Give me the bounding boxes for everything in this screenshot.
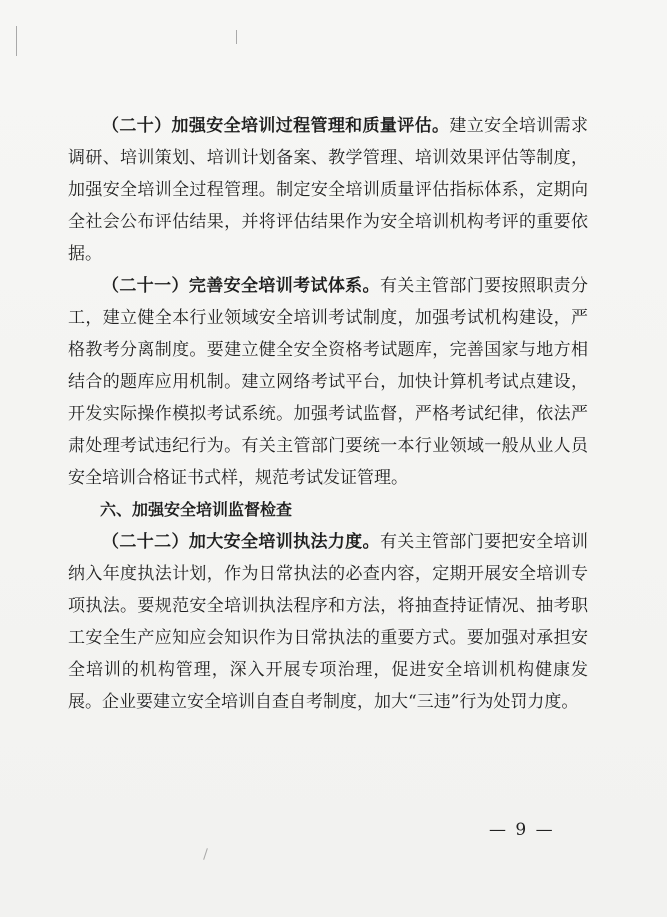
scan-mark (203, 848, 208, 860)
paragraph-21 (68, 270, 588, 494)
page-number: — 9 — (489, 820, 555, 840)
scan-mark (236, 30, 237, 44)
paragraph-22 (68, 526, 588, 718)
paragraph-lead: （二十一）完善安全培训考试体系。 (102, 276, 380, 296)
paragraph-text: 建立安全培训需求调研、培训策划、培训计划备案、教学管理、培训效果评估等制度，加强安全培训全过程管理。制定安全培训质量评估指标体系，定期向全社会公布评估结果，并将评估结果作为安全培训机构考评的重要依据。 (68, 116, 589, 264)
document-body (68, 110, 588, 718)
section-heading: 六、加强安全培训监督检查 (100, 500, 293, 519)
paragraph-lead: （二十）加强安全培训过程管理和质量评估。 (102, 116, 450, 136)
scan-mark (16, 26, 17, 56)
paragraph-lead: （二十二）加大安全培训执法力度。 (102, 532, 380, 552)
paragraph-20 (68, 110, 588, 270)
paragraph-text: 有关主管部门要把安全培训纳入年度执法计划，作为日常执法的必查内容，定期开展安全培训专项执法。要规范安全培训执法程序和方法，将抽查持证情况、抽考职工安全生产应知应会知识作为日常执法的重要方式。要加强对承担安全培训的机构管理，深入开展专项治理，促进安全培训机构健康发展。企业要建立安全培训自查自考制度，加大“三违”行为处罚力度。 (68, 532, 589, 712)
paragraph-text: 有关主管部门要按照职责分工，建立健全本行业领域安全培训考试制度，加强考试机构建设，严格教考分离制度。要建立健全安全资格考试题库，完善国家与地方相结合的题库应用机制。建立网络考试平台，加快计算机考试点建设，开发实际操作模拟考试系统。加强考试监督，严格考试纪律，依法严肃处理考试违纪行为。有关主管部门要统一本行业领域一般从业人员安全培训合格证书式样，规范考试发证管理。 (68, 276, 589, 488)
